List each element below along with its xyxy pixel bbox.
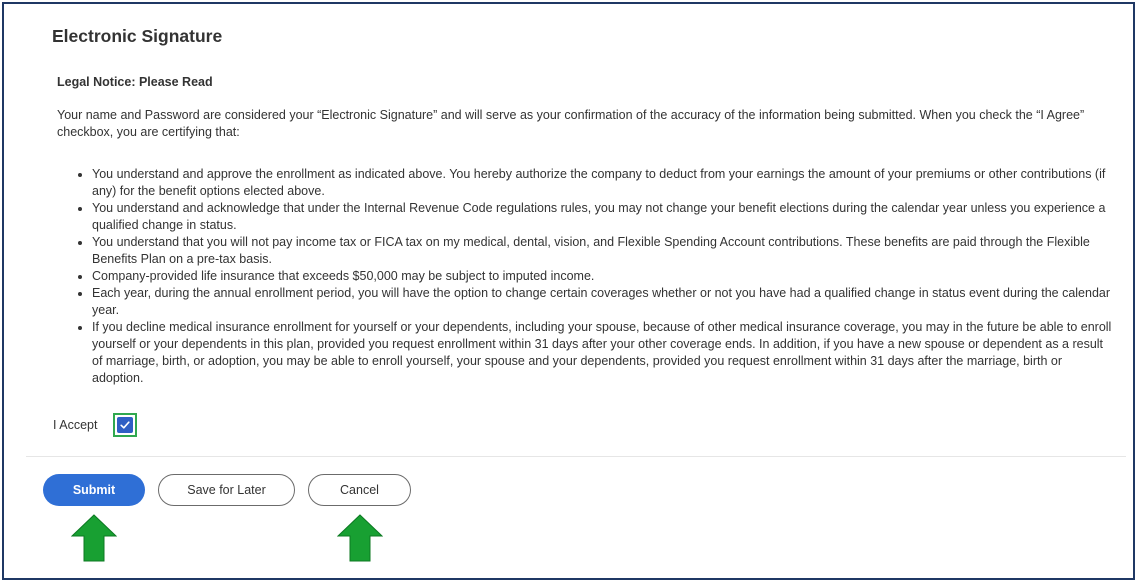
list-item: • You understand and approve the enrollment as indicated above. You hereby authorize the company to deduct from your earnings the amount of your premiums or other contributions (if any) for the benefit options elected above. [92,166,1112,200]
divider [26,456,1126,457]
list-item: • You understand and acknowledge that under the Internal Revenue Code regulations rules, you may not change your benefit elections during the calendar year unless you experience a qualified change in status. [92,200,1112,234]
cancel-button[interactable]: Cancel [308,474,411,506]
save-for-later-button[interactable]: Save for Later [158,474,295,506]
i-accept-checkbox[interactable] [113,413,137,437]
submit-button[interactable]: Submit [43,474,145,506]
up-arrow-icon [337,514,383,562]
legal-notice-heading: Legal Notice: Please Read [57,75,213,89]
checkmark-icon [119,419,131,431]
certification-list [57,166,1112,387]
i-accept-label: I Accept [53,418,98,432]
checkbox-checked-state [117,417,133,433]
legal-notice-intro: Your name and Password are considered your “Electronic Signature” and will serve as your confirmation of the accuracy of the information being submitted. When you check the “I Agree” checkbox, you are certifying that: [57,108,1085,139]
up-arrow-icon [71,514,117,562]
list-item: • You understand that you will not pay income tax or FICA tax on my medical, dental, vision, and Flexible Spending Account contributions. These benefits are paid through the Flexible Benefits Plan on a pre-tax basis. [92,234,1112,268]
list-item: • Company-provided life insurance that exceeds $50,000 may be subject to imputed income. [92,268,1112,285]
list-item: • If you decline medical insurance enrollment for yourself or your dependents, including your spouse, because of other medical insurance coverage, you may in the future be able to enroll yourself or your dependents in this plan, provided you request enrollment within 31 days after your other coverage ends. In addition, if you have a new spouse or dependent as a result of marriage, birth, or adoption, you may be able to enroll yourself, your spouse and your dependents, provided you request enrollment within 31 days after the marriage, birth or adoption. [92,319,1112,387]
signature-panel [2,2,1135,580]
page-title: Electronic Signature [52,26,223,46]
list-item: • Each year, during the annual enrollment period, you will have the option to change certain coverages whether or not you have had a qualified change in status event during the calendar year. [92,285,1112,319]
